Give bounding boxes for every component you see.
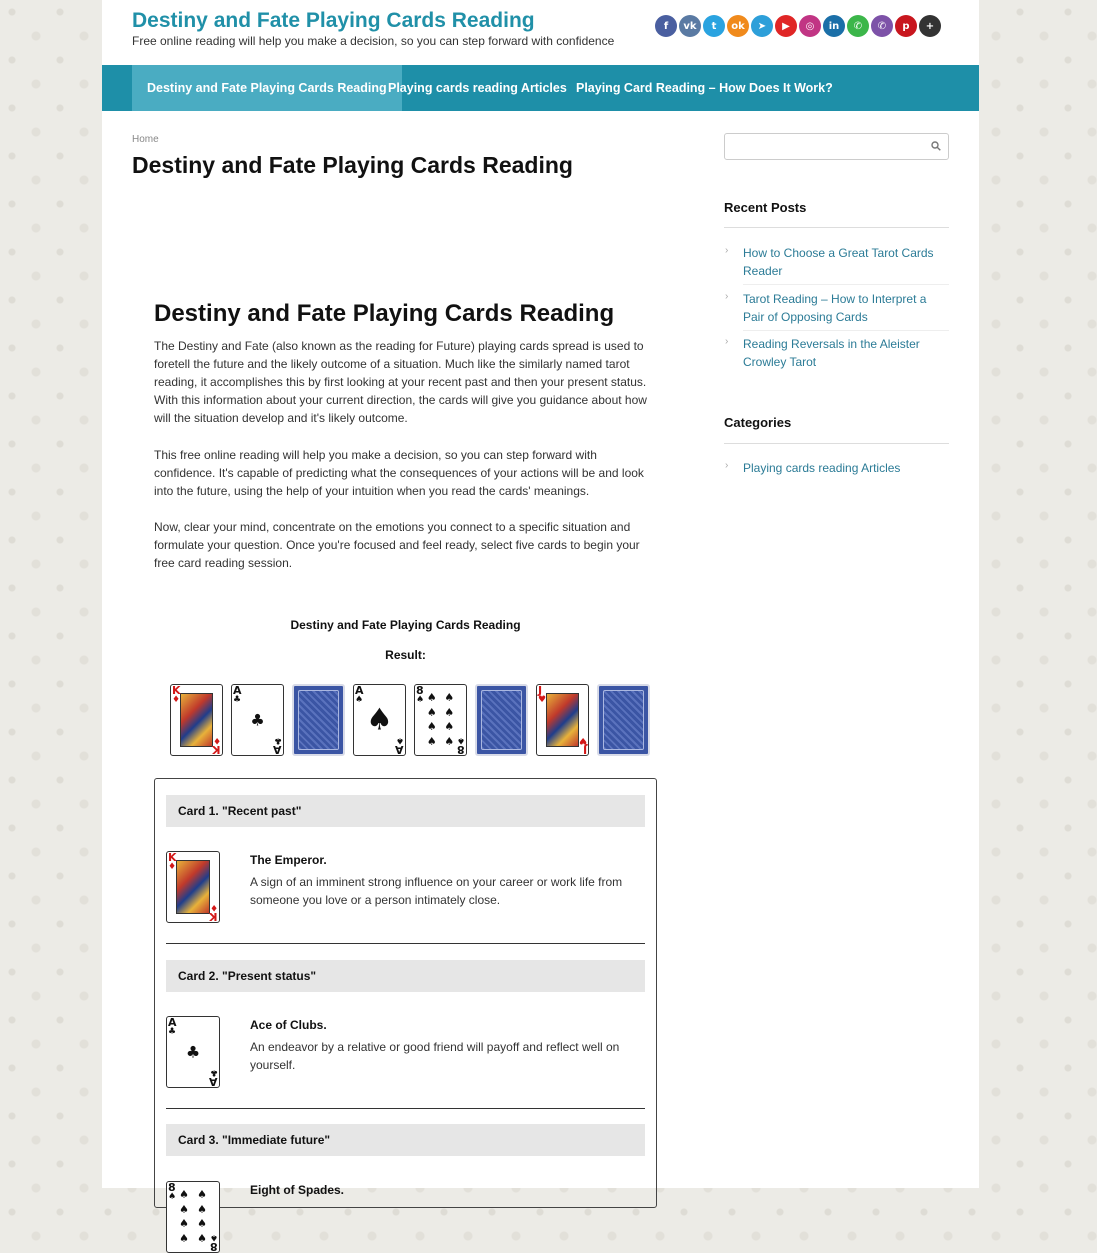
- share-icon[interactable]: +: [919, 15, 941, 37]
- recent-post-link[interactable]: How to Choose a Great Tarot Cards Reader: [743, 246, 934, 278]
- result-card-name: Ace of Clubs.: [250, 1018, 327, 1032]
- result-card-image: [166, 851, 220, 923]
- viber-icon[interactable]: ✆: [871, 15, 893, 37]
- telegram-icon[interactable]: ➤: [751, 15, 773, 37]
- playing-card[interactable]: ♣ A ♣ A ♣: [233, 684, 282, 756]
- nav-item-articles[interactable]: Playing cards reading Articles: [388, 81, 567, 95]
- result-label: Result:: [385, 648, 426, 662]
- reading-title: Destiny and Fate Playing Cards Reading: [290, 618, 521, 632]
- playing-card[interactable]: ♠ ♠ ♠ ♠ ♠ ♠ ♠ ♠ 8 ♠ 8 ♠: [416, 684, 465, 756]
- page: [102, 0, 979, 1253]
- playing-card: ♠ ♠ ♠ ♠ ♠ ♠ ♠ ♠ 8 ♠ 8 ♠: [168, 1181, 218, 1253]
- recent-post-link[interactable]: Tarot Reading – How to Interpret a Pair of Opposing Cards: [743, 292, 927, 324]
- chevron-right-icon: ›: [725, 245, 729, 256]
- odnoklassniki-icon[interactable]: ok: [727, 15, 749, 37]
- nav-item-destiny-fate[interactable]: Destiny and Fate Playing Cards Reading: [132, 65, 402, 111]
- breadcrumb[interactable]: Home: [132, 134, 159, 145]
- search-icon[interactable]: [931, 141, 941, 151]
- result-card-image: [166, 1016, 220, 1088]
- result-card-description: A sign of an imminent strong influence on your career or work life from someone you love or a person intimately close.: [250, 875, 623, 907]
- result-card-description: An endeavor by a relative or good friend will payoff and reflect well on yourself.: [250, 1040, 620, 1072]
- article-paragraph: This free online reading will help you make a decision, so you can step forward with confidence. It's capable of predicting what the consequences of your actions will be and look into the future, using the help of your intuition when you read the cards' meanings.: [154, 448, 644, 498]
- result-card-name: The Emperor.: [250, 853, 327, 867]
- divider: [724, 227, 949, 228]
- site-description: Free online reading will help you make a decision, so you can step forward with confidence: [132, 34, 615, 48]
- main-nav: [102, 65, 979, 111]
- divider: [743, 284, 949, 285]
- result-card-heading: Card 1. "Recent past": [166, 795, 645, 827]
- page-title: Destiny and Fate Playing Cards Reading: [132, 152, 573, 178]
- result-card-image: [166, 1181, 220, 1253]
- pinterest-icon[interactable]: p: [895, 15, 917, 37]
- article-heading: Destiny and Fate Playing Cards Reading: [154, 300, 615, 327]
- chevron-right-icon: ›: [725, 460, 729, 471]
- chevron-right-icon: ›: [725, 336, 729, 347]
- card-back[interactable]: [475, 684, 528, 756]
- result-card-heading: Card 3. "Immediate future": [166, 1124, 645, 1156]
- result-card-name: Eight of Spades.: [250, 1183, 345, 1197]
- vk-icon[interactable]: vk: [679, 15, 701, 37]
- instagram-icon[interactable]: ◎: [799, 15, 821, 37]
- divider: [743, 330, 949, 331]
- site-title[interactable]: Destiny and Fate Playing Cards Reading: [132, 9, 535, 32]
- playing-card[interactable]: J ♥ J ♥: [538, 684, 587, 756]
- playing-card: ♣ A ♣ A ♣: [168, 1016, 218, 1088]
- playing-card[interactable]: ♠ A ♠ A ♠: [355, 684, 404, 756]
- recent-post-link[interactable]: Reading Reversals in the Aleister Crowley Tarot: [743, 337, 920, 369]
- divider: [166, 1108, 645, 1109]
- divider: [166, 943, 645, 944]
- result-box: [154, 778, 657, 1253]
- result-card-heading: Card 2. "Present status": [166, 960, 645, 992]
- article-paragraph: The Destiny and Fate (also known as the reading for Future) playing cards spread is used to foretell the future and the likely outcome of a situation. Much like the similarly named tarot reading, it accomplishes this by first looking at your recent past and then your present status. With this information about your current direction, the cards will give you guidance about how will the situation develop and it's likely outcome.: [154, 339, 647, 425]
- youtube-icon[interactable]: ▶: [775, 15, 797, 37]
- card-back[interactable]: [292, 684, 345, 756]
- twitter-icon[interactable]: t: [703, 15, 725, 37]
- article-paragraph: Now, clear your mind, concentrate on the emotions you connect to a specific situation and formulate your question. Once you're focused and feel ready, select five cards to begin your free card reading session.: [154, 520, 640, 570]
- facebook-icon[interactable]: f: [655, 15, 677, 37]
- card-back[interactable]: [597, 684, 650, 756]
- whatsapp-icon[interactable]: ✆: [847, 15, 869, 37]
- categories-heading: Categories: [724, 415, 792, 430]
- playing-card[interactable]: K ♦ K ♦: [172, 684, 221, 756]
- chevron-right-icon: ›: [725, 291, 729, 302]
- linkedin-icon[interactable]: in: [823, 15, 845, 37]
- recent-posts-heading: Recent Posts: [724, 200, 807, 215]
- playing-card: K ♦ K ♦: [168, 851, 218, 923]
- social-icons-bar: [655, 15, 943, 37]
- category-link[interactable]: Playing cards reading Articles: [743, 461, 901, 475]
- nav-item-how-it-works[interactable]: Playing Card Reading – How Does It Work?: [576, 81, 833, 95]
- divider: [724, 443, 949, 444]
- search-input[interactable]: [724, 133, 949, 160]
